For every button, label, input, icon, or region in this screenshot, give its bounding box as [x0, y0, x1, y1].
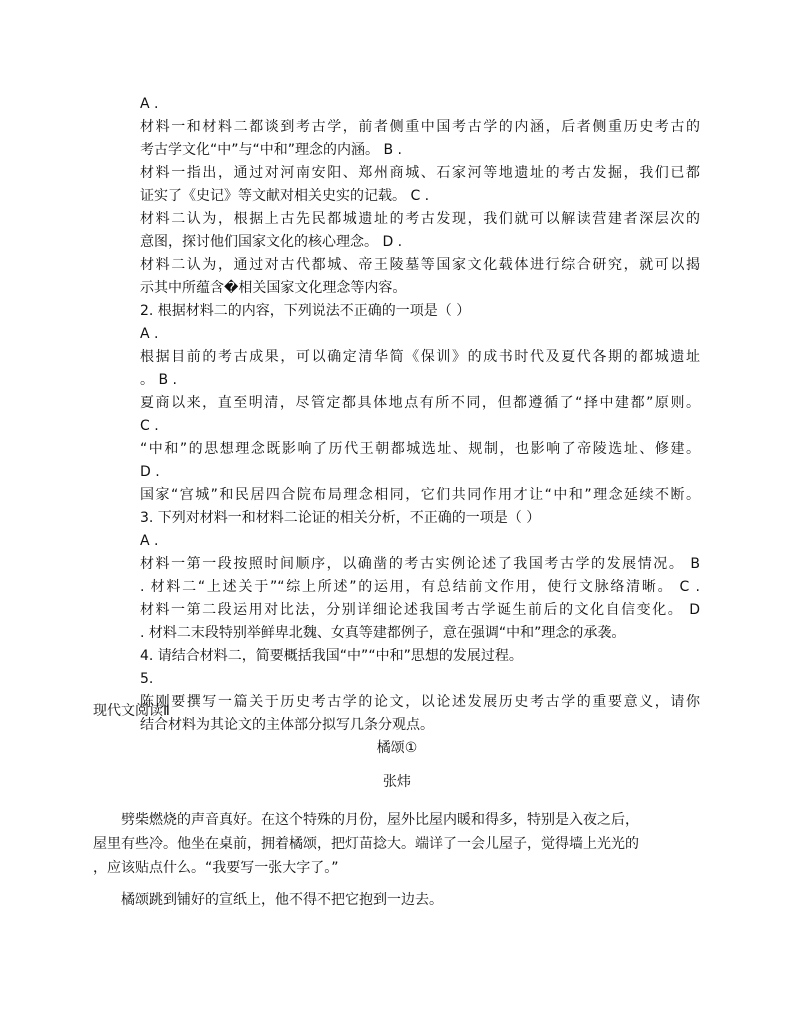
- text-line: 。 B .: [140, 372, 177, 388]
- question-3: 3. 下列对材料一和材料二论证的相关分析，不正确的一项是（ ）: [140, 510, 541, 526]
- text-line: 陈刚要撰写一篇关于历史考古学的论文，以论述发展历史考古学的重要意义，请你: [140, 694, 700, 710]
- story-paragraph-2: [93, 888, 703, 912]
- text-line: 材料一指出，通过对河南安阳、郑州商城、石家河等地遗址的考古发掘，我们已都: [140, 165, 700, 181]
- text-line: C .: [140, 418, 159, 434]
- text-line: 意图，探讨他们国家文化的核心理念。 D .: [140, 234, 403, 250]
- text-line: 结合材料为其论文的主体部分拟写几条分观点。: [140, 717, 434, 733]
- question-2: 2. 根据材料二的内容，下列说法不正确的一项是（ ）: [140, 303, 471, 319]
- text-line: 国家“宫城”和民居四合院布局理念相同，它们共同作用才让“中和”理念延续不断。: [140, 487, 700, 503]
- text-line: ，应该贴点什么。“我要写一张大字了。”: [93, 860, 339, 876]
- text-line: 材料一和材料二都谈到考古学，前者侧重中国考古学的内涵，后者侧重历史考古的: [140, 119, 700, 135]
- text-line: . 材料二末段特别举鲜卑北魏、女真等建都例子，意在强调“中和”理念的承袭。: [140, 625, 626, 641]
- text-line: 材料二认为，通过对古代都城、帝王陵墓等国家文化载体进行综合研究，就可以揭: [140, 257, 700, 273]
- story-title: 橘颂①: [376, 740, 418, 756]
- text-line: “中和”的思想理念既影响了历代王朝都城选址、规制，也影响了帝陵选址、修建。: [140, 441, 700, 457]
- text-line: 劈柴燃烧的声音真好。在这个特殊的月份，屋外比屋内暖和得多，特别是入夜之后，: [121, 812, 639, 828]
- question-4: 4. 请结合材料二，简要概括我国“中”“中和”思想的发展过程。: [140, 648, 523, 664]
- text-line: 夏商以来，直至明清，尽管定都具体地点有所不同，但都遵循了“择中建都”原则。: [140, 395, 700, 411]
- text-line: 屋里有些冷。他坐在桌前，拥着橘颂，把灯苗捻大。端详了一会儿屋子，觉得墙上光光的: [93, 836, 639, 852]
- story-paragraph-1: [93, 808, 703, 880]
- questions-block: [140, 93, 700, 737]
- text-line: . 材料二“上述关于”“综上所述”的运用，有总结前文作用，使行文脉络清晰。 C .: [140, 579, 700, 595]
- text-line: 根据目前的考古成果，可以确定清华简《保训》的成书时代及夏代各期的都城遗址: [140, 349, 700, 365]
- text-line: A .: [140, 533, 159, 549]
- text-line: D .: [140, 464, 160, 480]
- text-line: 材料一第二段运用对比法，分别详细论述我国考古学诞生前后的文化自信变化。 D: [140, 602, 700, 618]
- section-heading: 现代文阅读Ⅱ: [93, 703, 170, 719]
- text-line: 考古学文化“中”与“中和”理念的内涵。 B .: [140, 142, 402, 158]
- text-line: A .: [140, 96, 159, 112]
- question-5: 5.: [140, 671, 154, 687]
- text-line: 示其中所蕴含�相关国家文化理念等内容。: [140, 280, 407, 296]
- story-author: 张炜: [383, 774, 411, 790]
- text-line: A .: [140, 326, 159, 342]
- text-line: 橘颂跳到铺好的宣纸上，他不得不把它抱到一边去。: [121, 892, 443, 908]
- text-line: 证实了《史记》等文献对相关史实的记载。 C .: [140, 188, 430, 204]
- text-line: 材料一第一段按照时间顺序，以确凿的考古实例论述了我国考古学的发展情况。 B: [140, 556, 700, 572]
- text-line: 材料二认为，根据上古先民都城遗址的考古发现，我们就可以解读营建者深层次的: [140, 211, 700, 227]
